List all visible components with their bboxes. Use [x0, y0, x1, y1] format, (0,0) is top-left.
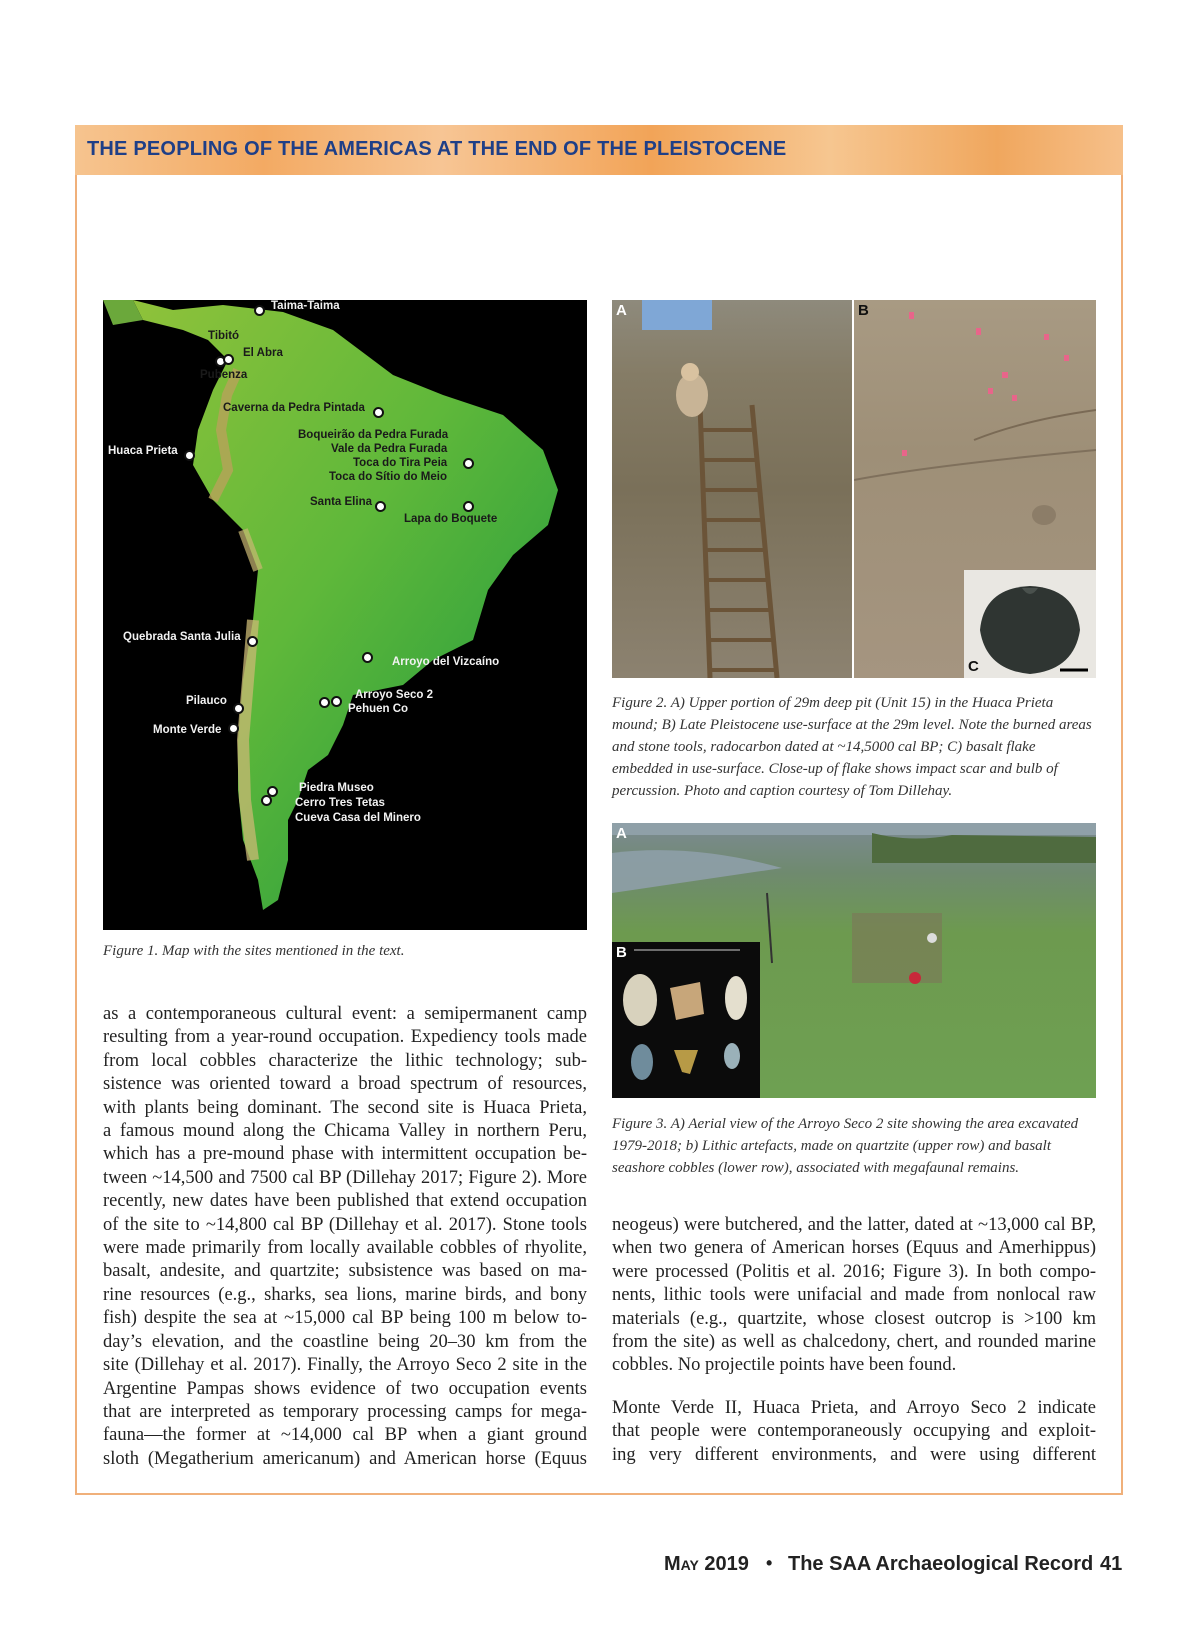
- text-line: when two genera of American horses (Equus and Amerhippus): [612, 1238, 1096, 1259]
- site-marker: [223, 354, 234, 365]
- site-label: Huaca Prieta: [108, 445, 178, 457]
- figure1-map: [103, 300, 587, 930]
- text-line: Argentine Pampas shows evidence of two occupation events: [103, 1378, 587, 1399]
- footer-journal: The SAA Archaeological Record: [788, 1553, 1094, 1575]
- text-line: that people were contemporaneously occupying and exploit-: [612, 1421, 1096, 1442]
- site-label: Quebrada Santa Julia: [123, 631, 241, 643]
- site-label: Pilauco: [186, 695, 227, 707]
- text-line: cobbles. No projectile points have been found.: [612, 1355, 957, 1376]
- text-line: neogeus) were butchered, and the latter, dated at ~13,000 cal BP,: [612, 1215, 1096, 1235]
- text-line: sistence was oriented toward a broad spectrum of resources,: [103, 1074, 587, 1095]
- text-line: Monte Verde II, Huaca Prieta, and Arroyo Seco 2 indicate: [612, 1398, 1096, 1418]
- site-label: Tibitó: [208, 330, 240, 342]
- site-label: Arroyo Seco 2: [355, 689, 433, 701]
- text-line: site (Dillehay et al. 2017). Finally, the Arroyo Seco 2 site in the: [103, 1355, 587, 1376]
- text-line: which has a pre-mound phase with intermittent occupation be-: [103, 1144, 587, 1165]
- text-line: a famous mound along the Chicama Valley in northern Peru,: [103, 1121, 587, 1142]
- text-line: were made primarily from locally available cobbles of rhyolite,: [103, 1238, 587, 1259]
- site-label: Toca do Sítio do Meio: [329, 471, 447, 483]
- banner-title: THE PEOPLING OF THE AMERICAS AT THE END OF THE PLEISTOCENE: [87, 138, 787, 160]
- site-label: Caverna da Pedra Pintada: [223, 402, 365, 414]
- panel-label: B: [858, 302, 869, 319]
- text-line: recently, new dates have been published that extend occupation: [103, 1191, 587, 1212]
- site-label: Arroyo del Vizcaíno: [392, 656, 500, 668]
- site-marker: [247, 636, 258, 647]
- site-label: Lapa do Boquete: [404, 513, 498, 525]
- site-label: Vale da Pedra Furada: [331, 443, 448, 455]
- site-marker: [375, 501, 386, 512]
- site-marker: [373, 407, 384, 418]
- site-marker: [184, 450, 195, 461]
- site-marker: [261, 795, 272, 806]
- site-marker: [463, 501, 474, 512]
- figure2-caption: Figure 2. A) Upper portion of 29m deep pit (Unit 15) in the Huaca Prieta mound; B) Late Pleistocene use-surface at the 29m level. Note the burned areas and stone tools, radocarbon dated at ~14,5000 cal BP; C) basalt flake embedded in use-surface. Close-up of flake shows impact scar and bulb of percussion. Photo and caption courtesy of Tom Dillehay.: [612, 695, 1092, 799]
- text-line: rine resources (e.g., sharks, sea lions, marine birds, and bony: [103, 1284, 587, 1305]
- section-banner: [75, 125, 1123, 175]
- site-marker: [228, 723, 239, 734]
- text-line: were processed (Politis et al. 2016; Figure 3). In both compo-: [612, 1261, 1096, 1282]
- excavation-pit-ladder-graphic: [612, 300, 852, 678]
- footer-date: May 2019: [664, 1553, 749, 1575]
- figure3-caption: Figure 3. A) Aerial view of the Arroyo Seco 2 site showing the area excavated 1979-2018; b) Lithic artefacts, made on quartzite (upper row) and basalt seashore cobbles (lower row), associated with megafaunal remains.: [612, 1116, 1079, 1176]
- figure3-photo-b: [612, 942, 760, 1098]
- site-label: Pubenza: [200, 369, 248, 381]
- site-label: Santa Elina: [310, 496, 372, 508]
- body-text-left-column: [103, 1003, 587, 1471]
- text-line: that are interpreted as temporary processing camps for mega-: [103, 1401, 587, 1422]
- figure1-caption: Figure 1. Map with the sites mentioned in the text.: [103, 943, 405, 959]
- text-line: basalt, andesite, and quartzite; subsistence was based on ma-: [103, 1261, 587, 1282]
- site-label: Boqueirão da Pedra Furada: [298, 429, 449, 441]
- site-label: Piedra Museo: [299, 782, 374, 794]
- site-label: Monte Verde: [153, 724, 222, 736]
- text-line: sloth (Megatherium americanum) and American horse (Equus: [103, 1448, 587, 1469]
- text-line: from the site) as well as chalcedony, chert, and rounded marine: [612, 1332, 1096, 1353]
- text-line: tween ~14,500 and 7500 cal BP (Dillehay 2017; Figure 2). More: [103, 1167, 587, 1188]
- text-line: day’s elevation, and the coastline being 20–30 km from the: [103, 1331, 587, 1352]
- lithic-artefacts-graphic: [612, 942, 760, 1098]
- site-marker: [319, 697, 330, 708]
- page-number: 41: [1100, 1553, 1123, 1575]
- text-line: materials (e.g., quartzite, whose closest outcrop is >100 km: [612, 1308, 1096, 1329]
- text-line: as a contemporaneous cultural event: a semipermanent camp: [103, 1004, 587, 1024]
- site-label: Cueva Casa del Minero: [295, 812, 421, 824]
- figure2-photo-a: [612, 300, 852, 678]
- panel-label: B: [616, 944, 627, 961]
- text-line: with plants being dominant. The second site is Huaca Prieta,: [103, 1097, 587, 1118]
- panel-label: C: [968, 658, 979, 675]
- text-line: fauna—the former at ~14,000 cal BP when a giant ground: [103, 1425, 587, 1446]
- text-line: fish) despite the sea at ~15,000 cal BP being 100 m below to-: [103, 1308, 587, 1329]
- figure2-photo-c: [964, 570, 1096, 678]
- site-label: Cerro Tres Tetas: [295, 797, 385, 809]
- site-label: Toca do Tira Peia: [353, 457, 448, 469]
- footer-bullet: •: [766, 1553, 773, 1573]
- text-line: from local cobbles characterize the lithic technology; sub-: [103, 1050, 587, 1071]
- body-text-right-paragraph-2: [612, 1397, 1096, 1467]
- panel-label: A: [616, 825, 627, 842]
- panel-label: A: [616, 302, 627, 319]
- text-line: of the site to ~14,800 cal BP (Dillehay et al. 2017). Stone tools: [103, 1214, 587, 1235]
- south-america-map-graphic: [103, 300, 587, 930]
- site-marker: [331, 696, 342, 707]
- text-line: ing very different environments, and were using different: [612, 1444, 1096, 1465]
- site-label: Pehuen Co: [348, 703, 409, 715]
- basalt-flake-graphic: [964, 570, 1096, 678]
- site-marker: [254, 305, 265, 316]
- body-text-right-paragraph-1: [612, 1214, 1096, 1378]
- site-marker: [362, 652, 373, 663]
- text-line: nents, lithic tools were unifacial and made from nonlocal raw: [612, 1285, 1096, 1306]
- site-marker: [233, 703, 244, 714]
- site-marker: [463, 458, 474, 469]
- site-label: El Abra: [243, 347, 283, 359]
- site-label: Taima-Taima: [271, 300, 340, 312]
- text-line: resulting from a year-round occupation. Expediency tools made: [103, 1027, 587, 1048]
